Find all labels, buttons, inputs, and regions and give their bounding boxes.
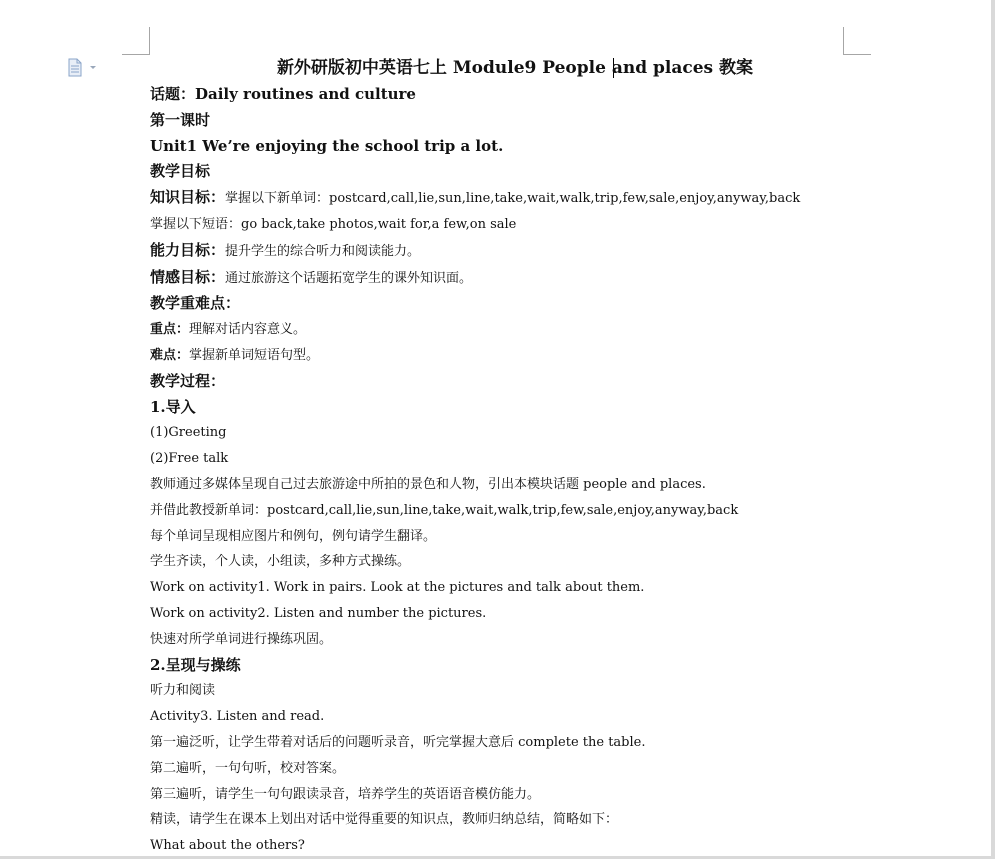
line-label: 知识目标： — [150, 188, 226, 207]
line-text: 第三遍听，请学生一句句跟读录音，培养学生的英语语音模仿能力。 — [150, 786, 541, 802]
document-line — [150, 159, 840, 185]
line-text: 理解对话内容意义。 — [189, 322, 307, 338]
line-text: (2)Free talk — [150, 451, 229, 467]
document-line — [150, 678, 840, 704]
line-text: 听力和阅读 — [150, 683, 216, 699]
window-right-edge — [991, 0, 995, 859]
document-body[interactable] — [150, 54, 840, 859]
line-text: 学生齐读，个人读，小组读，多种方式操练。 — [150, 554, 411, 570]
document-line — [150, 420, 840, 446]
document-line — [150, 317, 840, 343]
document-line — [150, 653, 840, 679]
line-text: 教师通过多媒体呈现自己过去旅游途中所拍的景色和人物，引出本模块话题 people and places. — [150, 476, 706, 492]
line-label: 能力目标： — [150, 240, 226, 259]
line-text: 2.呈现与操练 — [150, 655, 241, 674]
line-text: Work on activity2. Listen and number the pictures. — [150, 605, 487, 621]
document-line — [150, 369, 840, 395]
line-text: 话题：Daily routines and culture — [150, 85, 416, 103]
document-line — [150, 782, 840, 808]
document-line — [150, 601, 840, 627]
line-text: 教学过程： — [150, 371, 226, 390]
line-label: 重点： — [150, 322, 190, 338]
line-label: 情感目标： — [150, 267, 226, 286]
line-text: Work on activity1. Work in pairs. Look at the pictures and talk about them. — [150, 580, 645, 596]
line-text: 掌握新单词短语句型。 — [189, 347, 320, 363]
document-line — [150, 291, 840, 317]
line-text: What about the others? — [150, 838, 305, 854]
line-text: 第一遍泛听，让学生带着对话后的问题听录音，听完掌握大意后 complete the table. — [150, 734, 646, 750]
document-line — [150, 134, 840, 160]
line-text: Activity3. Listen and read. — [150, 709, 325, 725]
line-text: 教学目标 — [150, 162, 211, 181]
line-text: 每个单词呈现相应图片和例句，例句请学生翻译。 — [150, 528, 437, 544]
line-label: 难点： — [150, 347, 190, 363]
document-line — [150, 498, 840, 524]
document-line — [150, 185, 840, 212]
document-line — [150, 704, 840, 730]
document-line — [150, 807, 840, 833]
document-line — [150, 730, 840, 756]
document-line — [150, 524, 840, 550]
document-line — [150, 265, 840, 292]
line-text: 掌握以下新单词：postcard,call,lie,sun,line,take,wait,walk,trip,few,sale,enjoy,anyway,back — [225, 191, 801, 207]
paragraph-options-icon[interactable] — [66, 58, 98, 78]
line-text: 教学重难点： — [150, 294, 241, 313]
document-line — [150, 238, 840, 265]
line-text: 掌握以下短语：go back,take photos,wait for,a few,on sale — [150, 216, 517, 232]
document-line — [150, 82, 840, 108]
document-line — [150, 472, 840, 498]
document-title: 新外研版初中英语七上 Module9 People and places 教案 — [276, 58, 754, 78]
line-text: Unit1 We’re enjoying the school trip a lot. — [150, 136, 504, 155]
line-text: 通过旅游这个话题拓宽学生的课外知识面。 — [225, 270, 473, 286]
document-line — [150, 549, 840, 575]
line-text: 精读，请学生在课本上划出对话中觉得重要的知识点，教师归纳总结，简略如下： — [150, 812, 619, 828]
line-text: 提升学生的综合听力和阅读能力。 — [225, 243, 421, 259]
document-line — [150, 395, 840, 421]
page-margin-corner-left — [122, 27, 150, 55]
document-line — [150, 343, 840, 369]
line-text: (1)Greeting — [150, 425, 227, 441]
document-line — [150, 108, 840, 134]
document-line — [150, 446, 840, 472]
line-text: 快速对所学单词进行操练巩固。 — [150, 631, 333, 647]
line-text: 并借此教授新单词：postcard,call,lie,sun,line,take,wait,walk,trip,few,sale,enjoy,anyway,back — [150, 502, 739, 518]
document-line — [150, 212, 840, 238]
line-text: 第二遍听，一句句听，校对答案。 — [150, 760, 346, 776]
document-line — [150, 627, 840, 653]
line-text: 1.导入 — [150, 397, 196, 416]
page-margin-corner-right — [843, 27, 871, 55]
document-line — [150, 575, 840, 601]
document-lines — [150, 82, 840, 859]
line-text: 第一课时 — [150, 110, 211, 129]
document-line — [150, 833, 840, 859]
document-line — [150, 756, 840, 782]
